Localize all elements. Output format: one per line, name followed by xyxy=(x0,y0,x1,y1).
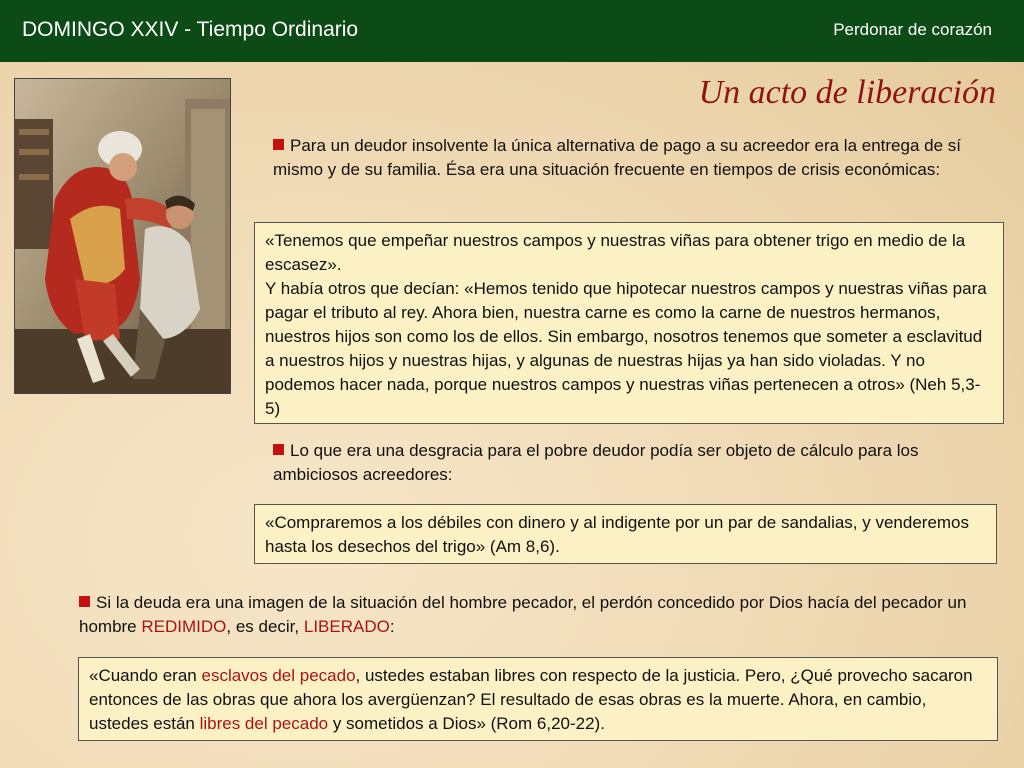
bullet-square-icon xyxy=(273,444,284,455)
paragraph-1-text: Para un deudor insolvente la única alternativa de pago a su acreedor era la entrega de sí mismo y de su familia. Ésa era una situación frecuente en tiempos de crisis económicas: xyxy=(273,136,962,179)
quote-3-part-2: , ustedes estaban libres con respecto de la justicia. Pero, ¿Qué provecho sacaron entonces de las obras que ahora los avergüenzan? El resultado de esas obras es la muerte. Ahora, en cambio, ustedes están xyxy=(89,666,973,733)
header-title: DOMINGO XXIV - Tiempo Ordinario xyxy=(22,18,359,41)
header-bar xyxy=(0,0,1024,62)
bullet-square-icon xyxy=(273,139,284,150)
quote-box-nehemias xyxy=(254,222,1004,424)
paragraph-3 xyxy=(79,591,999,639)
quote-3-part-3: y sometidos a Dios» (Rom 6,20-22). xyxy=(328,714,605,733)
quote-2-text: «Compraremos a los débiles con dinero y al indigente por un par de sandalias, y venderemos hasta los desechos del trigo» (Am 8,6). xyxy=(265,513,970,556)
quote-box-amos xyxy=(254,504,997,564)
bullet-square-icon xyxy=(79,596,90,607)
esclavos-highlight: esclavos del pecado xyxy=(201,666,356,685)
slide-title: Un acto de liberación xyxy=(698,74,996,111)
painting-image xyxy=(14,78,231,394)
quote-1-line-2: Y había otros que decían: «Hemos tenido que hipotecar nuestros campos y nuestras viñas para pagar el tributo al rey. Ahora bien, nuestra carne es como la carne de nuestros hermanos, nuestros hijos son como los de ellos. Sin embargo, nosotros tenemos que someter a esclavitud a nuestros hijos y nuestras hijas, y algunas de nuestras hijas ya han sido violadas. Y no podemos hacer nada, porque nuestros campos y nuestras viñas pertenecen a otros» (Neh 5,3-5) xyxy=(265,279,987,418)
paragraph-1 xyxy=(273,134,1013,182)
quote-3-part-1: «Cuando eran xyxy=(89,666,202,685)
libres-highlight: libres del pecado xyxy=(199,714,329,733)
liberado-highlight: LIBERADO xyxy=(303,617,390,636)
quote-1-line-1: «Tenemos que empeñar nuestros campos y nuestras viñas para obtener trigo en medio de la escasez». xyxy=(265,231,966,274)
quote-box-romanos xyxy=(78,657,998,741)
paragraph-2-text: Lo que era una desgracia para el pobre deudor podía ser objeto de cálculo para los ambiciosos acreedores: xyxy=(273,441,919,484)
paragraph-3-part-3: : xyxy=(389,617,395,636)
paragraph-3-part-2: , es decir, xyxy=(226,617,304,636)
paragraph-3-part-1: Si la deuda era una imagen de la situación del hombre pecador, el perdón concedido por Dios hacía del pecador un hombre xyxy=(79,593,967,636)
paragraph-2 xyxy=(273,439,1008,487)
redimido-highlight: REDIMIDO xyxy=(141,617,227,636)
header-topic: Perdonar de corazón xyxy=(833,20,992,39)
